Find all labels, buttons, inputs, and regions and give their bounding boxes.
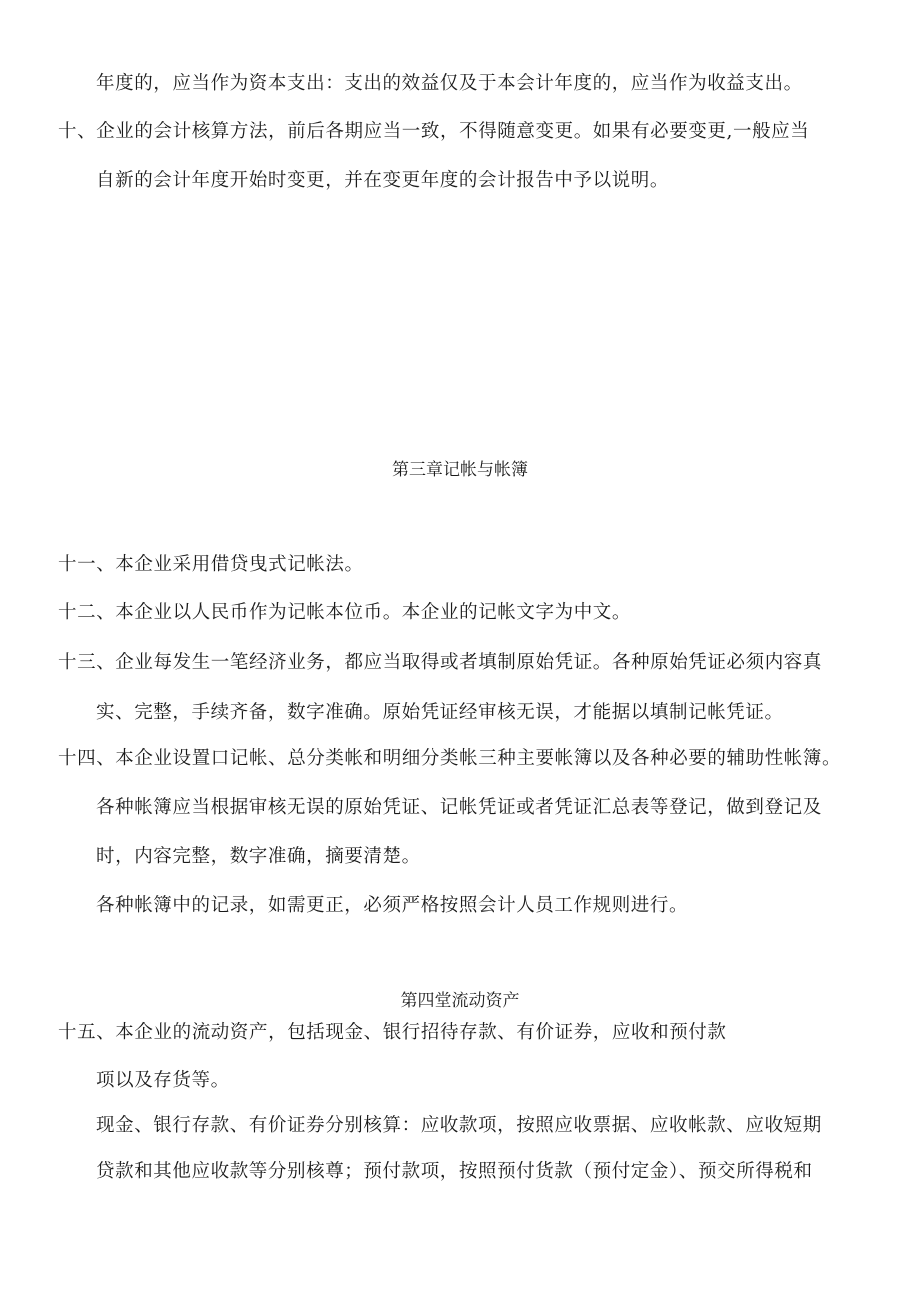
- paragraph-line: 各种帐簿中的记录，如需更正，必须严格按照会计人员工作规则进行。: [96, 895, 689, 916]
- paragraph-line: 项以及存货等。: [96, 1070, 230, 1091]
- article-15-line: 十五、本企业的流动资产，包括现金、银行招待存款、有价证券，应收和预付款: [58, 1022, 727, 1043]
- paragraph-line: 自新的会计年度开始时变更，并在变更年度的会计报告中予以说明。: [96, 170, 670, 191]
- chapter-4-title: 第四堂流动资产: [400, 991, 520, 1011]
- article-13-line: 十三、企业每发生一笔经济业务，都应当取得或者填制原始凭证。各种原始凭证必须内容真: [58, 652, 823, 673]
- paragraph-line: 贷款和其他应收款等分别核尊；预付款项，按照预付货款（预付定金）、预交所得税和: [96, 1161, 813, 1182]
- article-11-line: 十一、本企业采用借贷曳式记帐法。: [58, 554, 364, 575]
- paragraph-line: 各种帐簿应当根据审核无误的原始凭证、记帐凭证或者凭证汇总表等登记，做到登记及: [96, 797, 822, 818]
- article-12-line: 十二、本企业以人民币作为记帐本位币。本企业的记帐文字为中文。: [58, 602, 632, 623]
- paragraph-line: 时，内容完整，数字准确，摘要清楚。: [96, 846, 421, 867]
- paragraph-line: 年度的，应当作为资本支出：支出的效益仅及于本会计年度的，应当作为收益支出。: [96, 73, 803, 94]
- article-14-line: 十四、本企业设置口记帐、总分类帐和明细分类帐三种主要帐簿以及各种必要的辅助性帐簿。: [58, 748, 842, 769]
- paragraph-line: 现金、银行存款、有价证券分别核算：应收款项，按照应收票据、应收帐款、应收短期: [96, 1115, 822, 1136]
- chapter-3-title: 第三章记帐与帐簿: [392, 460, 528, 480]
- article-10-line: 十、企业的会计核算方法，前后各期应当一致，不得随意变更。如果有必要变更,一般应当: [58, 121, 810, 142]
- paragraph-line: 实、完整，手续齐备，数字准确。原始凭证经审核无误，才能据以填制记帐凭证。: [96, 702, 784, 723]
